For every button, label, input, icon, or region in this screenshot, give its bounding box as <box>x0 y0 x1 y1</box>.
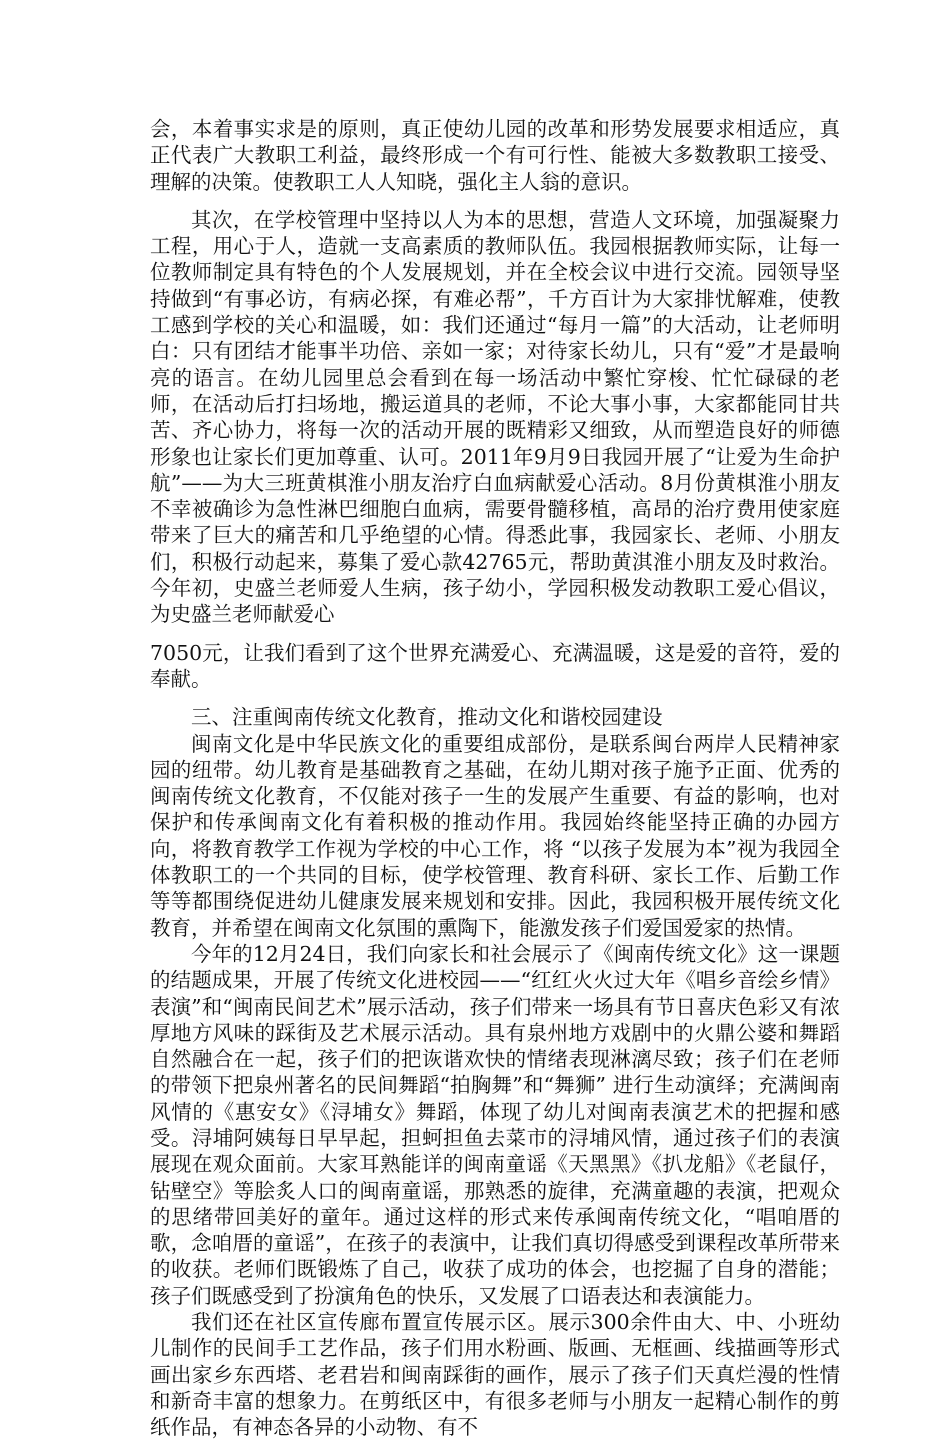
paragraph-donation-continued: 7050元，让我们看到了这个世界充满爱心、充满温暖，这是爱的音符，爱的奉献。 <box>150 640 840 691</box>
paragraph-decision-making: 会，本着事实求是的原则，真正使幼儿园的改革和形势发展要求相适应，真正代表广大教职工利益，最终形成一个有可行性、能被大多数教职工接受、理解的决策。使教职工人人知晓，强化主人翁的意识。 <box>150 117 840 194</box>
paragraph-new-year-performance: 今年的12月24日，我们向家长和社会展示了《闽南传统文化》这一课题的结题成果，开展了传统文化进校园——“红红火火过大年《唱乡音绘乡情》表演”和“闽南民间艺术”展示活动，孩子们带来一场具有节日喜庆色彩又有浓厚地方风味的踩街及艺术展示活动。具有泉州地方戏剧中的火鼎公婆和舞蹈自然融合在一起，孩子们的把诙谐欢快的情绪表现淋漓尽致；孩子们在老师的带领下把泉州著名的民间舞蹈“拍胸舞”和“舞狮” 进行生动演绎；充满闽南风情的《惠安女》《浔埔女》舞蹈，体现了幼儿对闽南表演艺术的把握和感受。浔埔阿姨每日早早起，担蚵担鱼去菜市的浔埔风情，通过孩子们的表演展现在观众面前。大家耳熟能详的闽南童谣《天黑黑》《扒龙船》《老鼠仔，钻壁空》等脍炙人口的闽南童谣，那熟悉的旋律，充满童趣的表演，把观众的思绪带回美好的童年。通过这样的形式来传承闽南传统文化，“唱咱厝的歌，念咱厝的童谣”，在孩子的表演中，让我们真切得感受到课程改革所带来的收获。老师们既锻炼了自己，收获了成功的体会，也挖掘了自身的潜能；孩子们既感受到了扮演角色的快乐，又发展了口语表达和表演能力。 <box>150 941 840 1308</box>
paragraph-minnan-culture-intro: 闽南文化是中华民族文化的重要组成部份，是联系闽台两岸人民精神家园的纽带。幼儿教育是基础教育之基础，在幼儿期对孩子施予正面、优秀的闽南传统文化教育，不仅能对孩子一生的发展产生重要、有益的影响，也对保护和传承闽南文化有着积极的推动作用。我园始终能坚持正确的办园方向，将教育教学工作视为学校的中心工作，将 “以孩子发展为本”视为我园全体教职工的一个共同的目标，使学校管理、教育科研、家长工作、后勤工作等等都围绕促进幼儿健康发展来规划和安排。因此，我园积极开展传统文化教育，并希望在闽南文化氛围的熏陶下，能激发孩子们爱国爱家的热情。 <box>150 731 840 940</box>
document-page <box>150 116 840 1441</box>
section-heading-minnan-culture: 三、注重闽南传统文化教育，推动文化和谐校园建设 <box>191 705 663 730</box>
paragraph-people-oriented-management: 其次，在学校管理中坚持以人为本的思想，营造人文环境，加强凝聚力工程，用心于人，造就一支高素质的教师队伍。我园根据教师实际，让每一位教师制定具有特色的个人发展规划，并在全校会议中进行交流。园领导坚持做到“有事必访，有病必探，有难必帮”，千方百计为大家排忧解难，使教工感到学校的关心和温暖，如：我们还通过“每月一篇”的大活动，让老师明白：只有团结才能事半功倍、亲如一家；对待家长幼儿，只有“爱”才是最响亮的语言。在幼儿园里总会看到在每一场活动中繁忙穿梭、忙忙碌碌的老师，在活动后打扫场地，搬运道具的老师，不论大事小事，大家都能同甘共苦、齐心协力，将每一次的活动开展的既精彩又细致，从而塑造良好的师德形象也让家长们更加尊重、认可。2011年9月9日我园开展了“让爱为生命护航”——为大三班黄棋淮小朋友治疗白血病献爱心活动。8月份黄棋淮小朋友不幸被确诊为急性淋巴细胞白血病，需要骨髓移植，高昂的治疗费用使家庭带来了巨大的痛苦和几乎绝望的心情。得悉此事，我园家长、老师、小朋友们，积极行动起来，募集了爱心款42765元，帮助黄淇淮小朋友及时救治。今年初，史盛兰老师爱人生病，孩子幼小，学园积极发动教职工爱心倡议，为史盛兰老师献爱心 <box>150 207 840 627</box>
paragraph-community-exhibition: 我们还在社区宣传廊布置宣传展示区。展示300余件由大、中、小班幼儿制作的民间手工艺作品，孩子们用水粉画、版画、无框画、线描画等形式画出家乡东西塔、老君岩和闽南踩街的画作，展示了孩子们天真烂漫的性情和新奇丰富的想象力。在剪纸区中，有很多老师与小朋友一起精心制作的剪纸作品，有神态各异的小动物、有不 <box>150 1310 840 1440</box>
